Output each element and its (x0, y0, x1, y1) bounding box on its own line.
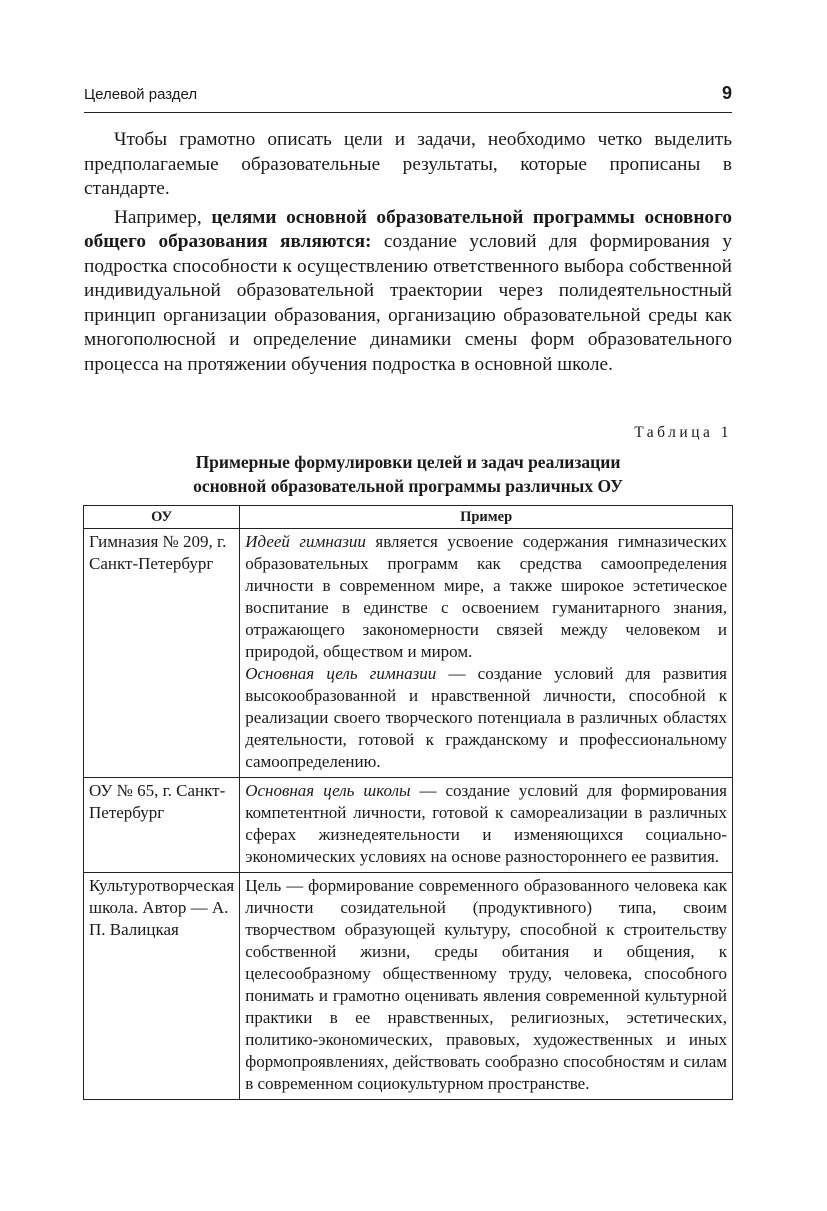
page-number: 9 (721, 83, 732, 103)
paragraph-2 (84, 206, 732, 378)
paragraph-1: Чтобы грамотно описать цели и задачи, необходимо четко выделить предполагаемые образовательные результаты, которые прописаны в стандарте. (84, 129, 732, 199)
example-paragraph (245, 663, 727, 773)
example-text: — создание условий для развития высокообразованной и нравственной личности, способной к реализации своего творческого потенциала в различных областях деятельности, готовой к гражданскому и профессиональному самоопределению. (245, 664, 727, 771)
cell-example (240, 778, 733, 873)
table-row (84, 873, 733, 1100)
example-text: является усвоение содержания гимназических образовательных программ как средства самоопределения личности в современном мире, а также широкое эстетическое воспитание в единстве с освоением гуманитарного знания, отражающего закономерности связей между человеком и природой, обществом и миром. (245, 532, 727, 661)
section-title: Целевой раздел (84, 86, 198, 103)
paragraph-2-rest: создание условий для формирования у подростка способности к осуществлению ответственного выбора собственной индивидуальной образовательной траектории через полидеятельностный принцип организации образования, организацию образовательной среды как многополюсной и определение динамики смены форм образовательного процесса на протяжении обучения подростка в основной школе. (84, 231, 732, 375)
table-caption-line-2: основной образовательной программы различных ОУ (193, 476, 623, 496)
paragraph-2-bold: целями основной образовательной программы основного общего образования являются: (84, 206, 732, 252)
body-text (84, 128, 732, 381)
example-paragraph (245, 780, 727, 868)
example-paragraph (245, 531, 727, 663)
paragraph-2-lead: Например, (114, 206, 212, 228)
cell-ou: ОУ № 65, г. Санкт-Петербург (84, 778, 240, 873)
table-caption (84, 450, 732, 498)
column-header-ou: ОУ (84, 506, 240, 529)
cell-ou: Гимназия № 209, г. Санкт-Петербург (84, 529, 240, 778)
example-italic: Идеей гимназии (245, 532, 366, 551)
goals-table (83, 505, 733, 1100)
cell-example (240, 873, 733, 1100)
example-italic: Основная цель гимназии (245, 664, 437, 683)
table-label: Таблица 1 (634, 424, 732, 441)
example-paragraph: Цель — формирование современного образованного человека как личности созидательной (продуктивного) типа, своим творчеством образующей культуру, способной к строительству собственной жизни, среды обитания и общения, к целесообразному общественному труду, человека, способного понимать и грамотно оценивать явления современной культурной практики в ее нравственных, религиозных, эстетических, политико-экономических, правовых, художественных и иных формопроявлениях, действовать сообразно способностям и силам в современном социокультурном пространстве. (245, 876, 727, 1093)
example-text: — создание условий для формирования компетентной личности, готовой к самореализации в различных сферах жизнедеятельности и изменяющихся социально-экономических условиях на основе разностороннего ее развития. (245, 781, 727, 866)
cell-example (240, 529, 733, 778)
table-header-row (84, 506, 733, 529)
table-row (84, 529, 733, 778)
table-row (84, 778, 733, 873)
table-caption-line-1: Примерные формулировки целей и задач реализации (195, 452, 621, 472)
running-header (84, 83, 732, 113)
cell-ou: Культуротворческая школа. Автор — А. П. Валицкая (84, 873, 240, 1100)
example-italic: Основная цель школы (245, 781, 411, 800)
column-header-example: Пример (240, 506, 733, 529)
